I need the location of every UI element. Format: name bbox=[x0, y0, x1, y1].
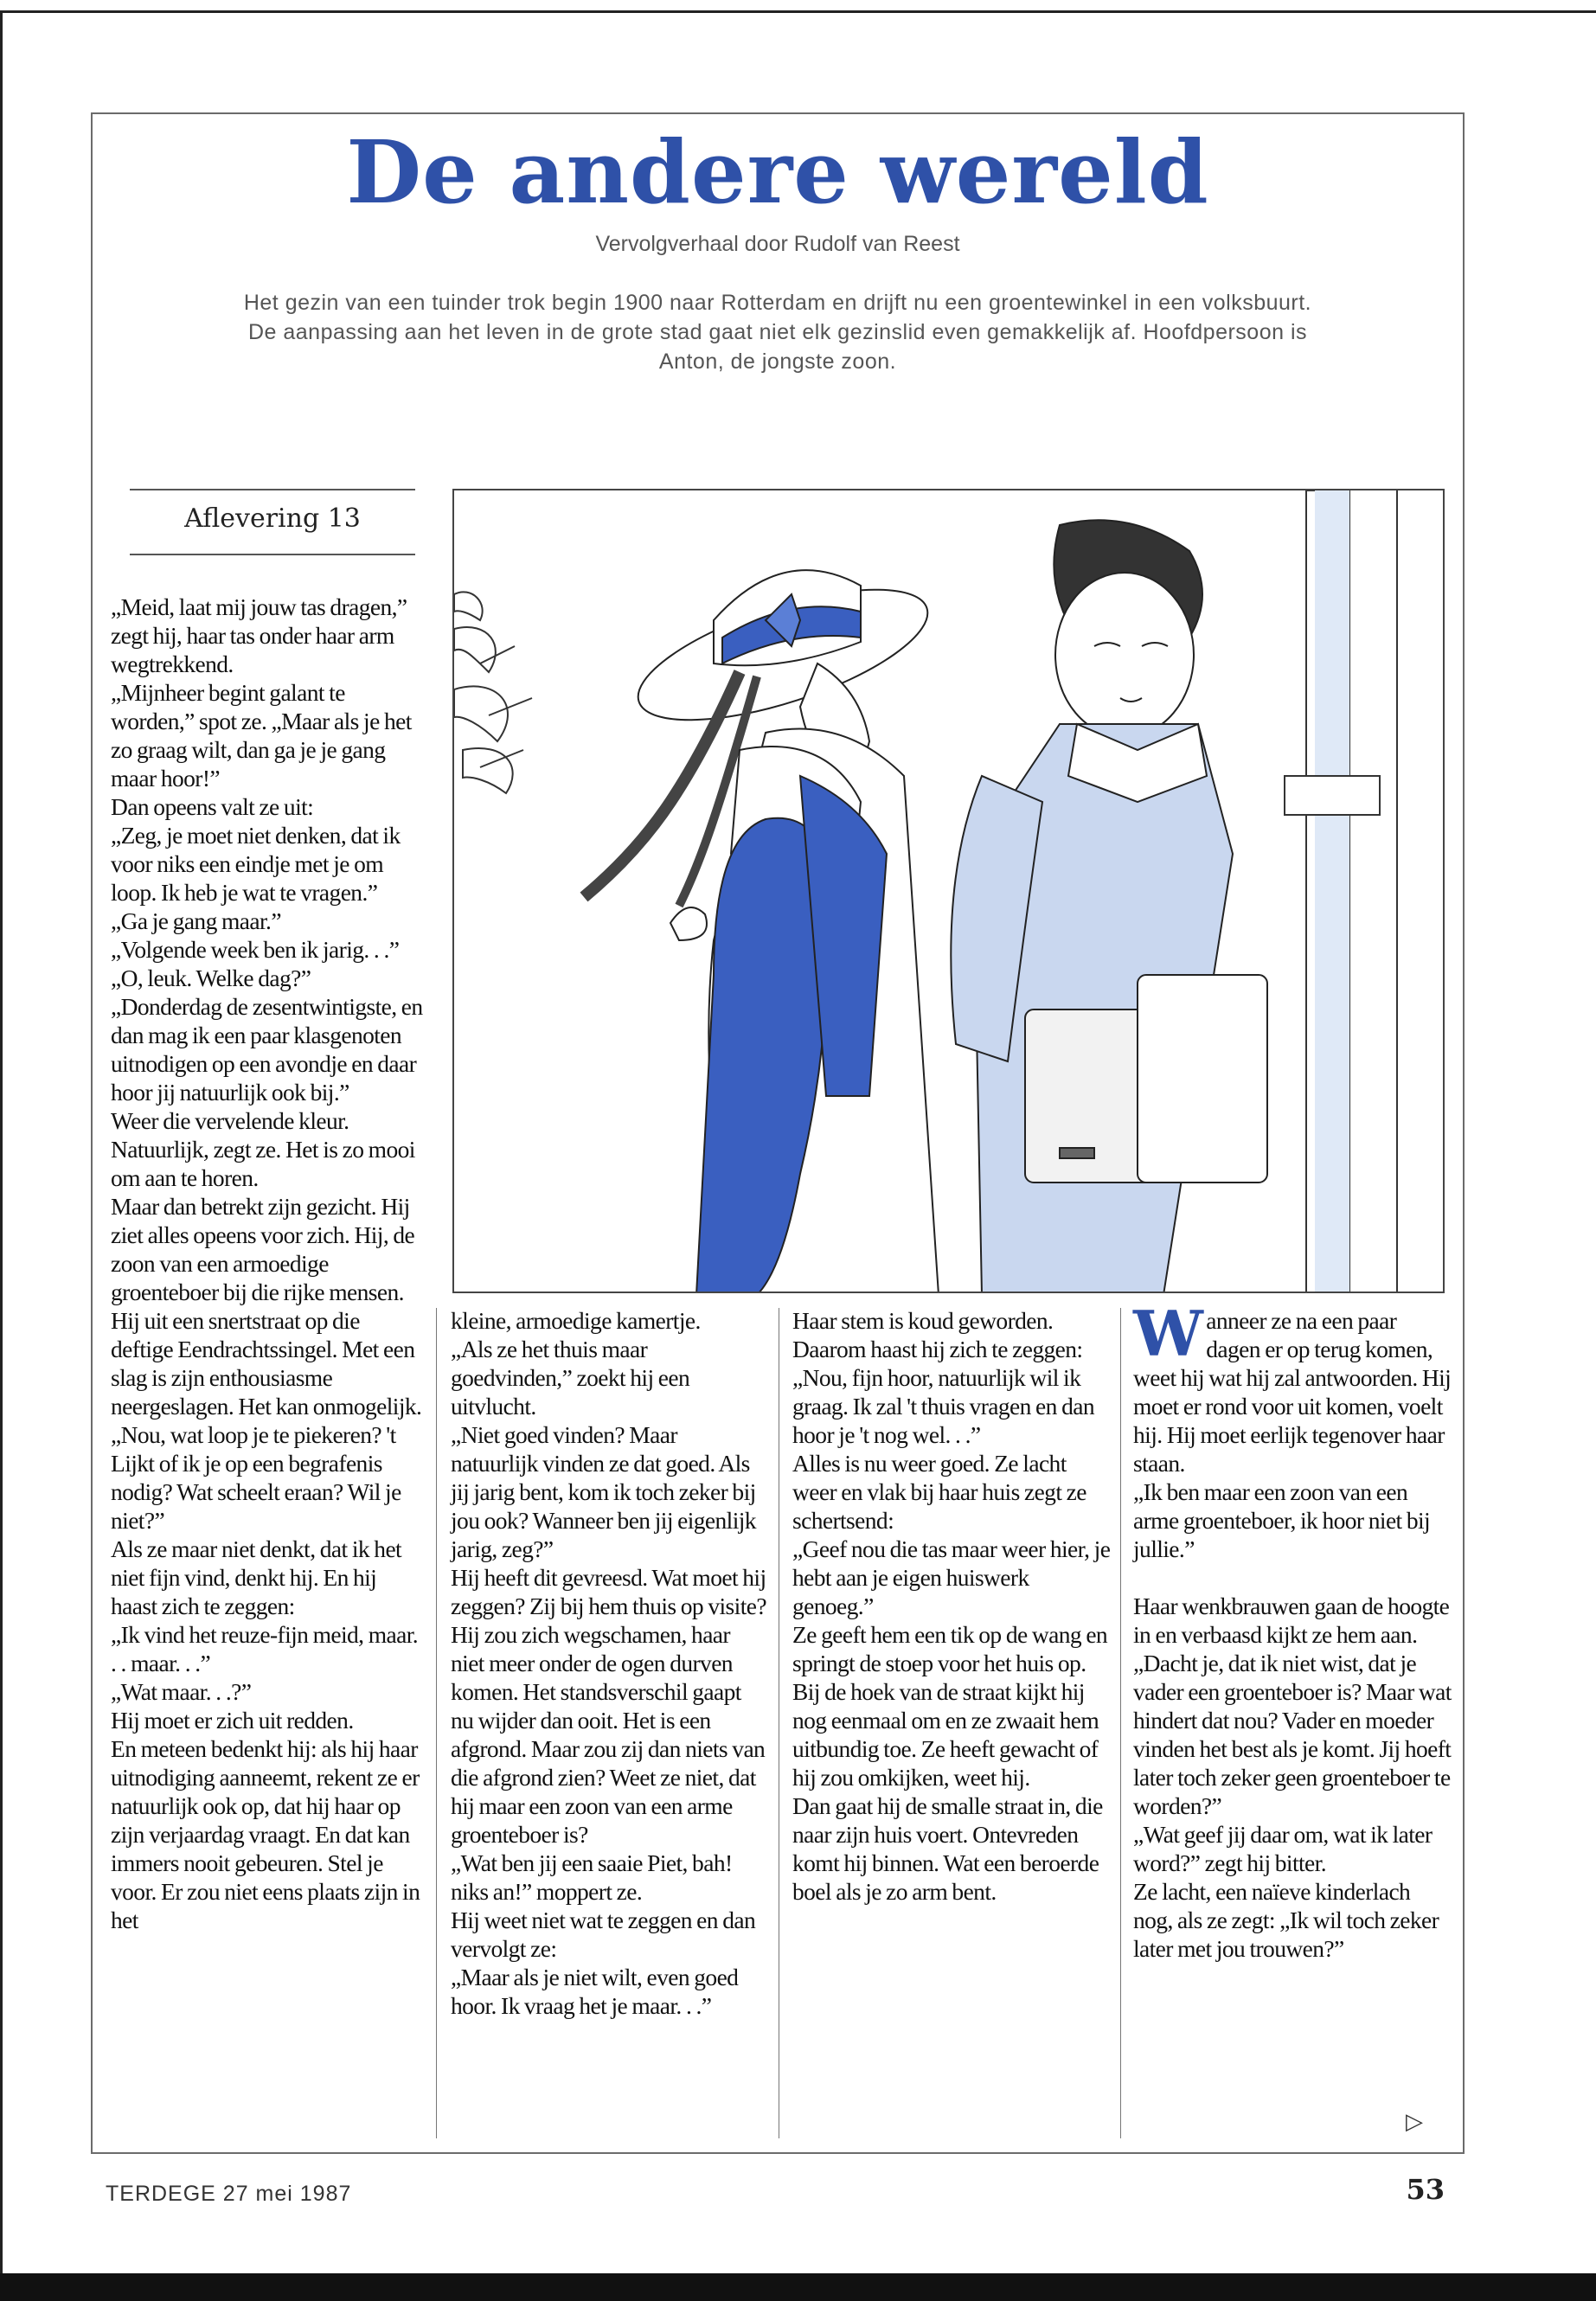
column-1-text: „Meid, laat mij jouw tas dragen,” zegt hij, haar tas onder haar arm wegtrekkend. „Mijnheer begint galant te worden,” spot ze. „Maar als je het zo graag wilt, dan ga je je gang maar hoor!” Dan opeens valt ze uit: „Zeg, je moet niet denken, dat ik voor niks een eindje met je om loop. Ik heb je wat te vragen.” „Ga je gang maar.” „Volgende week ben ik jarig. . .” „O, leuk. Welke dag?” „Donderdag de zesentwintigste, en dan mag ik een paar klasgenoten uitnodigen op een avondje en daar hoor jij natuurlijk ook bij.” Weer die vervelende kleur. Natuurlijk, zegt ze. Het is zo mooi om aan te horen. Maar dan betrekt zijn gezicht. Hij ziet alles opeens voor zich. Hij, de zoon van een armoedige groenteboer bij die rijke mensen. Hij uit een snertstraat op die deftige Eendrachtssingel. Met een slag is zijn enthousiasme neergeslagen. Het kan onmogelijk. „Nou, wat loop je te piekeren? 't Lijkt of ik je op een begrafenis nodig? Wat scheelt eraan? Wil je niet?” Als ze maar niet denkt, dat ik het niet fijn vind, denkt hij. En hij haast zich te zeggen: „Ik vind het reuze-fijn meid, maar. . . maar. . .” „Wat maar. . .?” Hij moet er zich uit redden. En meteen bedenkt hij: als hij haar uitnodiging aanneemt, rekent ze er natuurlijk ook op, dat hij haar op zijn verjaardag vraagt. En dat kan immers nooit gebeuren. Stel je voor. Er zou niet eens plaats zijn in het bbox=[111, 593, 423, 1933]
page-number: 53 bbox=[1406, 2173, 1445, 2206]
text-column-2 bbox=[451, 1306, 766, 2020]
illustration-drawing bbox=[454, 490, 1445, 1293]
article-byline: Vervolgverhaal door Rudolf van Reest bbox=[595, 232, 960, 256]
text-column-4 bbox=[1133, 1297, 1453, 1963]
drop-cap: W bbox=[1133, 1297, 1203, 1370]
continue-arrow-icon: ▷ bbox=[1406, 2108, 1423, 2134]
column-divider-3 bbox=[1120, 1308, 1121, 2138]
story-illustration bbox=[452, 489, 1445, 1293]
page-bottom-band bbox=[0, 2273, 1596, 2301]
footer-publication: TERDEGE 27 mei 1987 bbox=[106, 2182, 352, 2206]
text-column-1 bbox=[111, 593, 424, 1934]
column-2-text: kleine, armoedige kamertje. „Als ze het thuis maar goedvinden,” zoekt hij een uitvlucht. „Niet goed vinden? Maar natuurlijk vinden ze dat goed. Als jij jarig bent, kom ik toch zeker bij jou ook? Wanneer ben jij eigenlijk jarig, zeg?” Hij heeft dit gevreesd. Wat moet hij zeggen? Zij bij hem thuis op visite? Hij zou zich wegschamen, haar niet meer onder de ogen durven komen. Het standsverschil gaapt nu wijder dan ooit. Het is een afgrond. Maar zou zij dan niets van die afgrond zien? Weet ze niet, dat hij maar een zoon van een arme groenteboer is? „Wat ben jij een saaie Piet, bah! niks an!” moppert ze. Hij weet niet wat te zeggen en dan vervolgt ze: „Maar als je niet wilt, even goed hoor. Ik vraag het je maar. . .” bbox=[451, 1307, 766, 2019]
episode-label: Aflevering 13 bbox=[184, 503, 361, 534]
article-intro: Het gezin van een tuinder trok begin 1900 naar Rotterdam en drijft nu een groentewinkel in een volksbuurt. De aanpassing aan het leven in de grote stad gaat niet elk gezinslid even gemakkelijk af. Hoofdpersoon is Anton, de jongste zoon. bbox=[243, 291, 1312, 374]
text-column-3 bbox=[792, 1306, 1112, 1906]
page-top-border bbox=[0, 10, 1596, 13]
column-4-paragraph-2: Haar wenkbrauwen gaan de hoogte in en verbaasd kijkt ze hem aan. „Dacht je, dat ik niet wist, dat je vader een groenteboer is? Maar wat hindert dat nou? Vader en moeder vinden het best als je komt. Jij hoeft later toch zeker geen groenteboer te worden?” „Wat geef jij daar om, wat ik later word?” zegt hij bitter. Ze lacht, een naïeve kinderlach nog, als ze zegt: „Ik wil toch zeker later met jou trouwen?” bbox=[1133, 1593, 1452, 1962]
boy-figure bbox=[951, 520, 1267, 1293]
door-frame bbox=[1285, 490, 1397, 1293]
article-title: De andere wereld bbox=[346, 121, 1209, 223]
paragraph-gap bbox=[1133, 1563, 1453, 1592]
episode-rule-top bbox=[130, 489, 415, 490]
episode-rule-bottom bbox=[130, 554, 415, 555]
column-3-text: Haar stem is koud geworden. Daarom haast hij zich te zeggen: „Nou, fijn hoor, natuurlijk wil ik graag. Ik zal 't thuis vragen en dan hoor je 't nog wel. . .” Alles is nu weer goed. Ze lacht weer en vlak bij haar huis zegt ze schertsend: „Geef nou die tas maar weer hier, je hebt aan je eigen huiswerk genoeg.” Ze geeft hem een tik op de wang en springt de stoep voor het huis op. Bij de hoek van de straat kijkt hij nog eenmaal om en ze zwaait hem uitbundig toe. Ze heeft gewacht of hij zou omkijken, weet hij. Dan gaat hij de smalle straat in, die naar zijn huis voert. Ontevreden komt hij binnen. Wat een beroerde boel als je zo arm bent. bbox=[792, 1307, 1111, 1905]
column-divider-1 bbox=[436, 1308, 437, 2138]
column-4-paragraph-1: anneer ze na een paar dagen er op terug komen, weet hij wat hij zal antwoorden. Hij moet er rond voor uit komen, voelt hij. Hij moet eerlijk tegenover haar staan. „Ik ben maar een zoon van een arme groenteboer, ik hoor niet bij jullie.” bbox=[1133, 1307, 1452, 1562]
leaves bbox=[454, 592, 532, 793]
girl-figure bbox=[584, 563, 941, 1293]
page-left-border bbox=[0, 10, 3, 2277]
